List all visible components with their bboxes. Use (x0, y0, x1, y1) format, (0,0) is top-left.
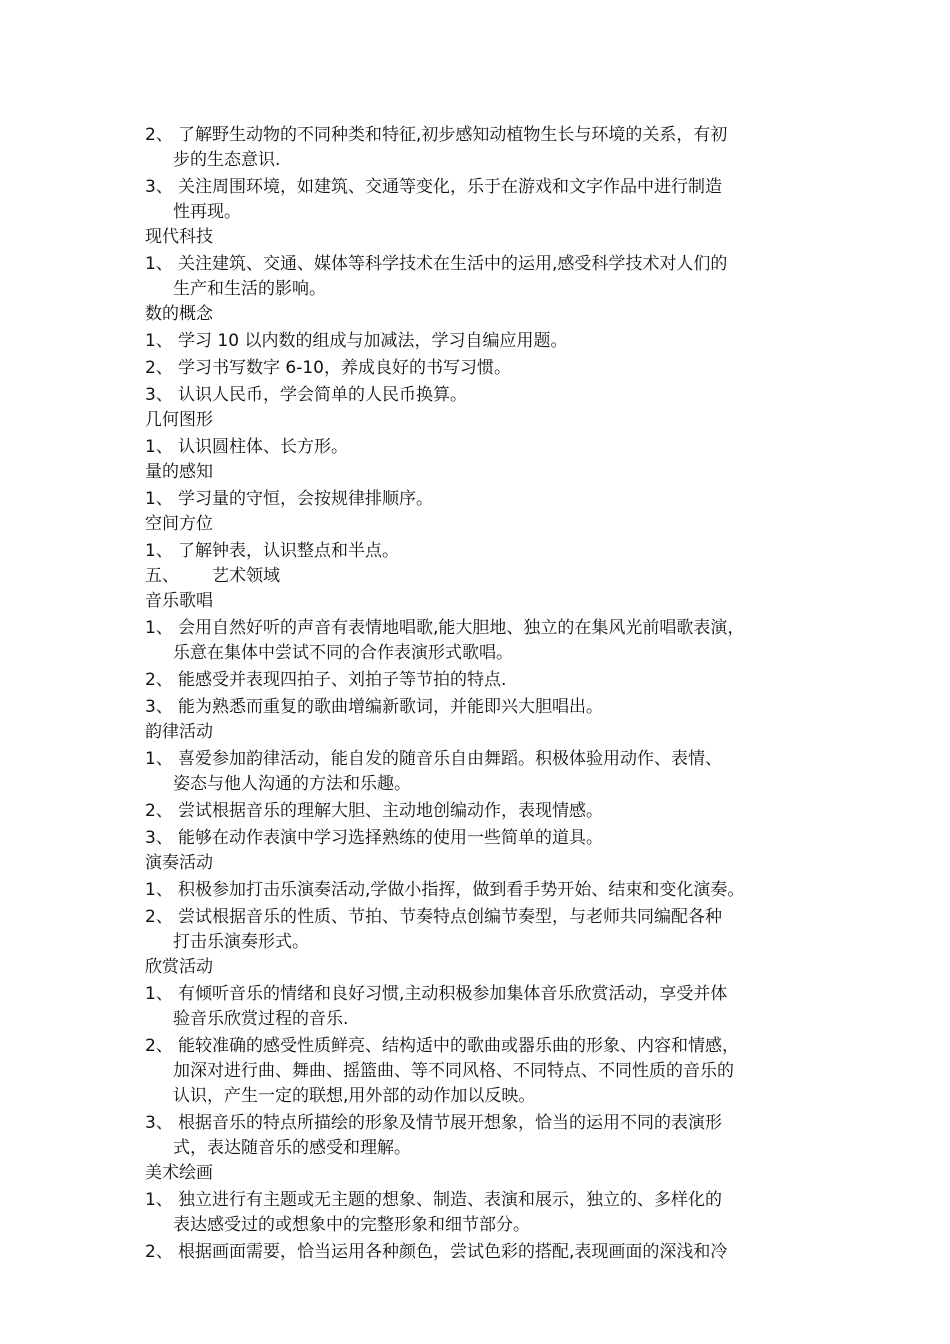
list-item (0, 1188, 950, 1213)
list-item (0, 905, 950, 930)
subsection-heading: 现代科技 (145, 227, 213, 247)
subsection-heading: 韵律活动 (145, 722, 213, 742)
list-item (0, 329, 950, 354)
subsection-heading: 空间方位 (145, 514, 213, 534)
list-item (0, 487, 950, 512)
list-item-text: 有倾听音乐的情绪和良好习惯,主动积极参加集体音乐欣赏活动，享受并体 (178, 984, 728, 1004)
list-item (0, 982, 950, 1007)
list-item (0, 799, 950, 824)
list-item (0, 123, 950, 148)
list-item-number: 1、 (145, 331, 173, 351)
list-item (0, 435, 950, 460)
list-item-text: 能较准确的感受性质鲜亮、结构适中的歌曲或器乐曲的形象、内容和情感， (178, 1036, 739, 1056)
section-heading (0, 564, 950, 589)
subsection-heading: 欣赏活动 (145, 957, 213, 977)
list-item-text: 关注建筑、交通、媒体等科学技术在生活中的运用,感受科学技术对人们的 (178, 254, 728, 274)
list-item-continuation: 生产和生活的影响。 (173, 279, 326, 299)
list-item-text: 认识圆柱体、长方形。 (178, 437, 348, 457)
list-item-number: 1、 (145, 254, 173, 274)
list-item-text: 尝试根据音乐的理解大胆、主动地创编动作，表现情感。 (178, 801, 603, 821)
list-item-continuation: 表达感受过的或想象中的完整形象和细节部分。 (173, 1215, 530, 1235)
list-item (0, 826, 950, 851)
subsection-heading: 美术绘画 (145, 1163, 213, 1183)
subsection-heading: 音乐歌唱 (145, 591, 213, 611)
list-item-text: 独立进行有主题或无主题的想象、制造、表演和展示，独立的、多样化的 (178, 1190, 722, 1210)
list-item-text: 能感受并表现四拍子、刘拍子等节拍的特点. (178, 670, 507, 690)
subsection-heading: 数的概念 (145, 304, 213, 324)
list-item-number: 1、 (145, 618, 173, 638)
list-item-text: 了解钟表，认识整点和半点。 (178, 541, 399, 561)
subsection-heading: 量的感知 (145, 462, 213, 482)
list-item (0, 668, 950, 693)
list-item-text: 会用自然好听的声音有表情地唱歌,能大胆地、独立的在集风光前唱歌表演， (178, 618, 745, 638)
list-item (0, 383, 950, 408)
list-item-number: 1、 (145, 1190, 173, 1210)
list-item-continuation: 步的生态意识. (173, 150, 281, 170)
list-item-text: 积极参加打击乐演奏活动,学做小指挥，做到看手势开始、结束和变化演奏。 (178, 880, 745, 900)
list-item-number: 1、 (145, 437, 173, 457)
list-item-number: 3、 (145, 828, 173, 848)
section-title: 艺术领域 (212, 566, 280, 586)
list-item (0, 695, 950, 720)
list-item-number: 2、 (145, 907, 173, 927)
list-item-number: 1、 (145, 489, 173, 509)
list-item (0, 252, 950, 277)
list-item-continuation: 性再现。 (173, 202, 241, 222)
list-item-number: 2、 (145, 1242, 173, 1262)
list-item (0, 616, 950, 641)
list-item-number: 2、 (145, 358, 173, 378)
list-item-text: 学习量的守恒，会按规律排顺序。 (178, 489, 433, 509)
list-item (0, 747, 950, 772)
list-item-continuation: 验音乐欣赏过程的音乐. (173, 1009, 349, 1029)
list-item-number: 3、 (145, 385, 173, 405)
list-item-continuation: 认识，产生一定的联想,用外部的动作加以反映。 (173, 1086, 536, 1106)
list-item (0, 878, 950, 903)
list-item-continuation: 加深对进行曲、舞曲、摇篮曲、等不同风格、不同特点、不同性质的音乐的 (173, 1061, 734, 1081)
list-item-text: 学习书写数字 6-10，养成良好的书写习惯。 (178, 358, 511, 378)
list-item-continuation: 式，表达随音乐的感受和理解。 (173, 1138, 411, 1158)
list-item (0, 1111, 950, 1136)
list-item-number: 3、 (145, 1113, 173, 1133)
list-item-continuation: 姿态与他人沟通的方法和乐趣。 (173, 774, 411, 794)
list-item (0, 1240, 950, 1265)
list-item-continuation: 乐意在集体中尝试不同的合作表演形式歌唱。 (173, 643, 513, 663)
list-item-text: 根据画面需要，恰当运用各种颜色，尝试色彩的搭配,表现画面的深浅和冷 (178, 1242, 728, 1262)
list-item-number: 2、 (145, 670, 173, 690)
list-item-text: 学习 10 以内数的组成与加减法，学习自编应用题。 (178, 331, 568, 351)
list-item-text: 尝试根据音乐的性质、节拍、节奏特点创编节奏型，与老师共同编配各种 (178, 907, 722, 927)
list-item (0, 1034, 950, 1059)
list-item-text: 能为熟悉而重复的歌曲增编新歌词，并能即兴大胆唱出。 (178, 697, 603, 717)
list-item-number: 3、 (145, 177, 173, 197)
list-item-text: 喜爱参加韵律活动，能自发的随音乐自由舞蹈。积极体验用动作、表情、 (178, 749, 722, 769)
list-item-number: 2、 (145, 1036, 173, 1056)
list-item-continuation: 打击乐演奏形式。 (173, 932, 309, 952)
list-item-number: 1、 (145, 749, 173, 769)
subsection-heading: 几何图形 (145, 410, 213, 430)
list-item (0, 175, 950, 200)
list-item-text: 关注周围环境，如建筑、交通等变化，乐于在游戏和文字作品中进行制造 (178, 177, 722, 197)
list-item-number: 2、 (145, 125, 173, 145)
subsection-heading: 演奏活动 (145, 853, 213, 873)
list-item-text: 根据音乐的特点所描绘的形象及情节展开想象，恰当的运用不同的表演形 (178, 1113, 722, 1133)
list-item-text: 认识人民币，学会简单的人民币换算。 (178, 385, 467, 405)
list-item-number: 1、 (145, 984, 173, 1004)
list-item (0, 539, 950, 564)
list-item (0, 356, 950, 381)
list-item-number: 1、 (145, 880, 173, 900)
list-item-number: 3、 (145, 697, 173, 717)
document-body (0, 121, 950, 1265)
list-item-number: 1、 (145, 541, 173, 561)
list-item-number: 2、 (145, 801, 173, 821)
list-item-text: 能够在动作表演中学习选择熟练的使用一些简单的道具。 (178, 828, 603, 848)
list-item-text: 了解野生动物的不同种类和特征,初步感知动植物生长与环境的关系，有初 (178, 125, 728, 145)
section-number: 五、 (145, 566, 179, 586)
